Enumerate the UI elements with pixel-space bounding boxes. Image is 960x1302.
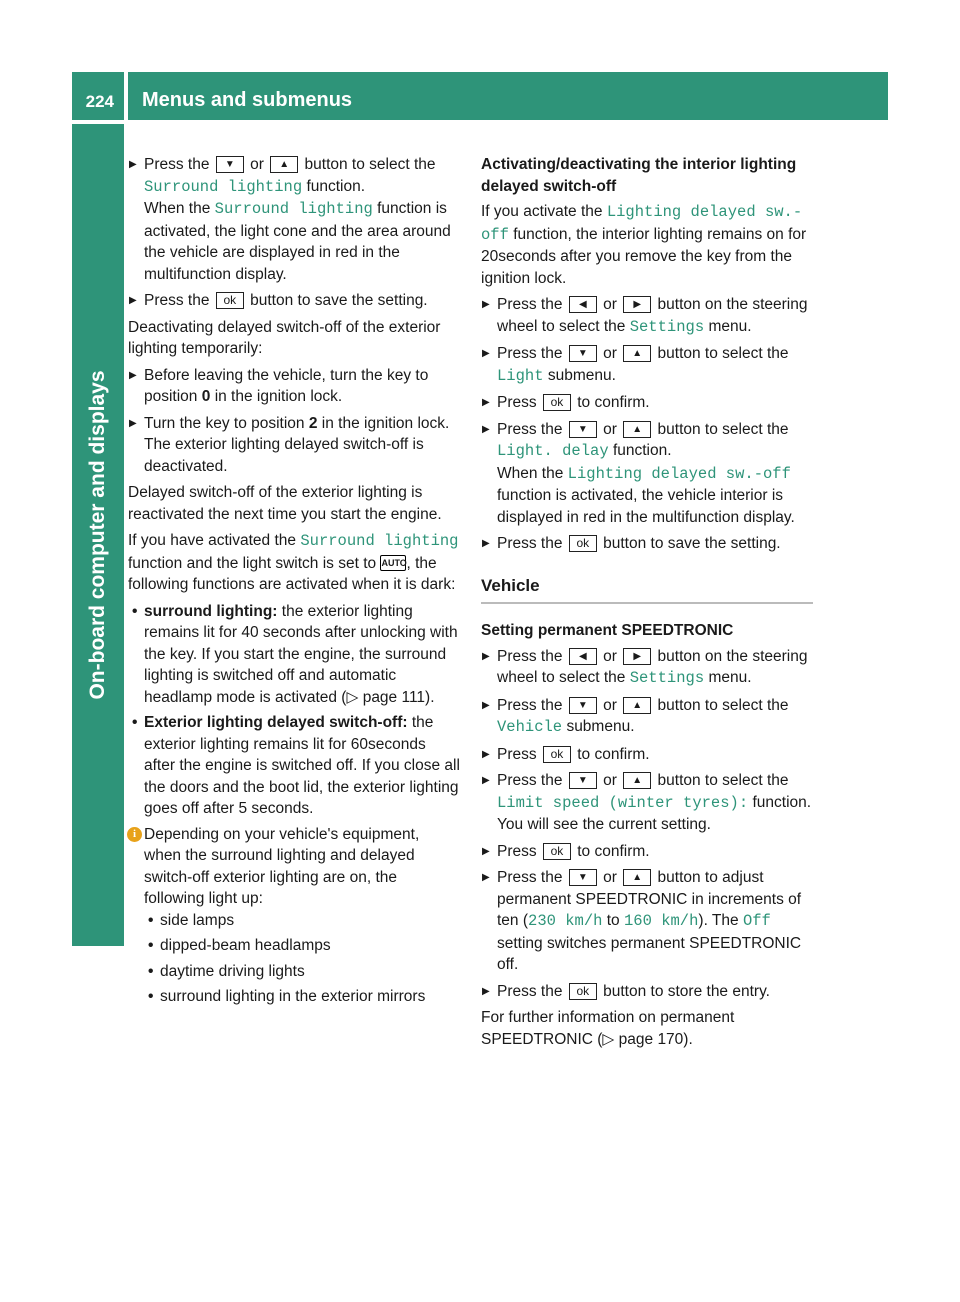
list-item: • side lamps [144, 910, 460, 932]
side-tab [72, 124, 124, 946]
display-text: Limit speed (winter tyres): [497, 793, 749, 812]
paragraph: Delayed switch-off of the exterior lighting is reactivated the next time you start the engine. [128, 484, 442, 523]
step-turn-key-2: ▶ Turn the key to position 2 in the ignition lock. The exterior lighting delayed switch-off is deactivated. [128, 413, 460, 478]
display-text: Settings [629, 317, 705, 336]
ok-key-icon: ok [543, 394, 571, 411]
step: ▶ Press ok to confirm. [481, 744, 813, 766]
ok-key-icon: ok [543, 746, 571, 763]
info-icon: i [127, 827, 142, 842]
step: ▶ Press the ◀ or ▶ button on the steering wheel to select the Settings menu. [481, 294, 813, 338]
side-tab-label: On-board computer and displays [86, 370, 109, 700]
up-key-icon: ▲ [270, 156, 298, 173]
down-key-icon: ▼ [569, 772, 597, 789]
bullet-exterior-delayed: • Exterior lighting delayed switch-off: the exterior lighting remains lit for 60seconds after the engine is switched off. If you close all the doors and the boot lid, the exterior lighting goes off after 5 seconds. [128, 712, 460, 820]
step: ▶ Press the ▼ or ▲ button to select the Limit speed (winter tyres): function. You will see the current setting. [481, 770, 813, 836]
ok-key-icon: ok [569, 983, 597, 1000]
header-bar [128, 72, 888, 120]
page-number: 224 [85, 92, 114, 111]
step: ▶ Press the ▼ or ▲ button to select the Light submenu. [481, 343, 813, 387]
list-item: • surround lighting in the exterior mirrors [144, 986, 460, 1008]
display-text: 160 km/h [624, 912, 699, 930]
display-text: Light. delay [497, 442, 609, 460]
left-key-icon: ◀ [569, 648, 597, 665]
ok-key-icon: ok [569, 535, 597, 552]
up-key-icon: ▲ [623, 697, 651, 714]
display-text: Lighting delayed sw.-off [481, 203, 803, 244]
right-column [481, 154, 813, 1055]
page-title: Menus and submenus [142, 89, 353, 111]
list-item: • dipped-beam headlamps [144, 935, 460, 957]
down-key-icon: ▼ [569, 869, 597, 886]
paragraph: Deactivating delayed switch-off of the exterior lighting temporarily: [128, 318, 441, 357]
section-title: Vehicle [481, 575, 813, 605]
step: ▶ Press the ok button to save the setting. [481, 533, 813, 555]
step: ▶ Press the ◀ or ▶ button on the steering wheel to select the Settings menu. [481, 646, 813, 690]
paragraph: If you have activated the Surround lighting function and the light switch is set to AUTO, the following functions are activated when it is dark: [128, 532, 459, 593]
down-key-icon: ▼ [216, 156, 244, 173]
step-turn-key-0: ▶ Before leaving the vehicle, turn the key to position 0 in the ignition lock. [128, 365, 460, 408]
right-key-icon: ▶ [623, 648, 651, 665]
up-key-icon: ▲ [623, 772, 651, 789]
display-text: Lighting delayed sw.-off [567, 464, 791, 483]
list-item: • daytime driving lights [144, 961, 460, 983]
step: ▶ Press ok to confirm. [481, 392, 813, 414]
display-text: 230 km/h [528, 912, 603, 930]
ok-key-icon: ok [216, 292, 244, 309]
info-note: i Depending on your vehicle's equipment, when the surround lighting and delayed switch-off exterior lighting are on, the following light up: [128, 824, 460, 910]
step: ▶ Press the ▼ or ▲ button to select the Light. delay function. When the Lighting delayed sw.-off function is activated, the vehicle interior is displayed in red in the multifunction display. [481, 419, 813, 529]
left-column [128, 154, 460, 1012]
down-key-icon: ▼ [569, 697, 597, 714]
paragraph: For further information on permanent SPEEDTRONIC (▷ page 170). [481, 1009, 735, 1048]
step-save-setting: ▶ Press the ok button to save the setting. [128, 290, 460, 312]
down-key-icon: ▼ [569, 345, 597, 362]
step-select-surround: ▶ Press the ▼ or ▲ button to select the Surround lighting function. When the Surround lighting function is activated, the light cone and the area around the vehicle are displayed in red in the multifunction display. [128, 154, 460, 285]
auto-switch-icon: AUTO [380, 555, 406, 571]
step: ▶ Press ok to confirm. [481, 841, 813, 863]
display-text: Off [742, 912, 771, 930]
display-text: Light [497, 366, 544, 385]
step: ▶ Press the ▼ or ▲ button to select the Vehicle submenu. [481, 695, 813, 739]
step: ▶ Press the ▼ or ▲ button to adjust permanent SPEEDTRONIC in increments of ten (230 km/h to 160 km/h). The Off setting switches permanent SPEEDTRONIC off. [481, 867, 813, 976]
subheading: Activating/deactivating the interior lighting delayed switch-off [481, 156, 797, 195]
subheading: Setting permanent SPEEDTRONIC [481, 622, 734, 639]
paragraph: If you activate the Lighting delayed sw.-off function, the interior lighting remains on for 20seconds after you remove the key from the ignition lock. [481, 203, 807, 287]
left-key-icon: ◀ [569, 296, 597, 313]
page-number-box [72, 72, 124, 120]
up-key-icon: ▲ [623, 345, 651, 362]
step: ▶ Press the ok button to store the entry. [481, 981, 813, 1003]
ok-key-icon: ok [543, 843, 571, 860]
display-text: Surround lighting [300, 532, 459, 550]
display-text: Surround lighting [214, 200, 373, 218]
display-text: Settings [629, 669, 705, 687]
display-text: Surround lighting [144, 177, 303, 196]
up-key-icon: ▲ [623, 869, 651, 886]
right-key-icon: ▶ [623, 296, 651, 313]
up-key-icon: ▲ [623, 421, 651, 438]
display-text: Vehicle [497, 718, 563, 736]
down-key-icon: ▼ [569, 421, 597, 438]
bullet-surround-lighting: • surround lighting: the exterior lighting remains lit for 40 seconds after unlocking with the key. If you start the engine, the surround lighting is switched off and automatic headlamp mode is activated (▷ page 111). [128, 601, 460, 709]
